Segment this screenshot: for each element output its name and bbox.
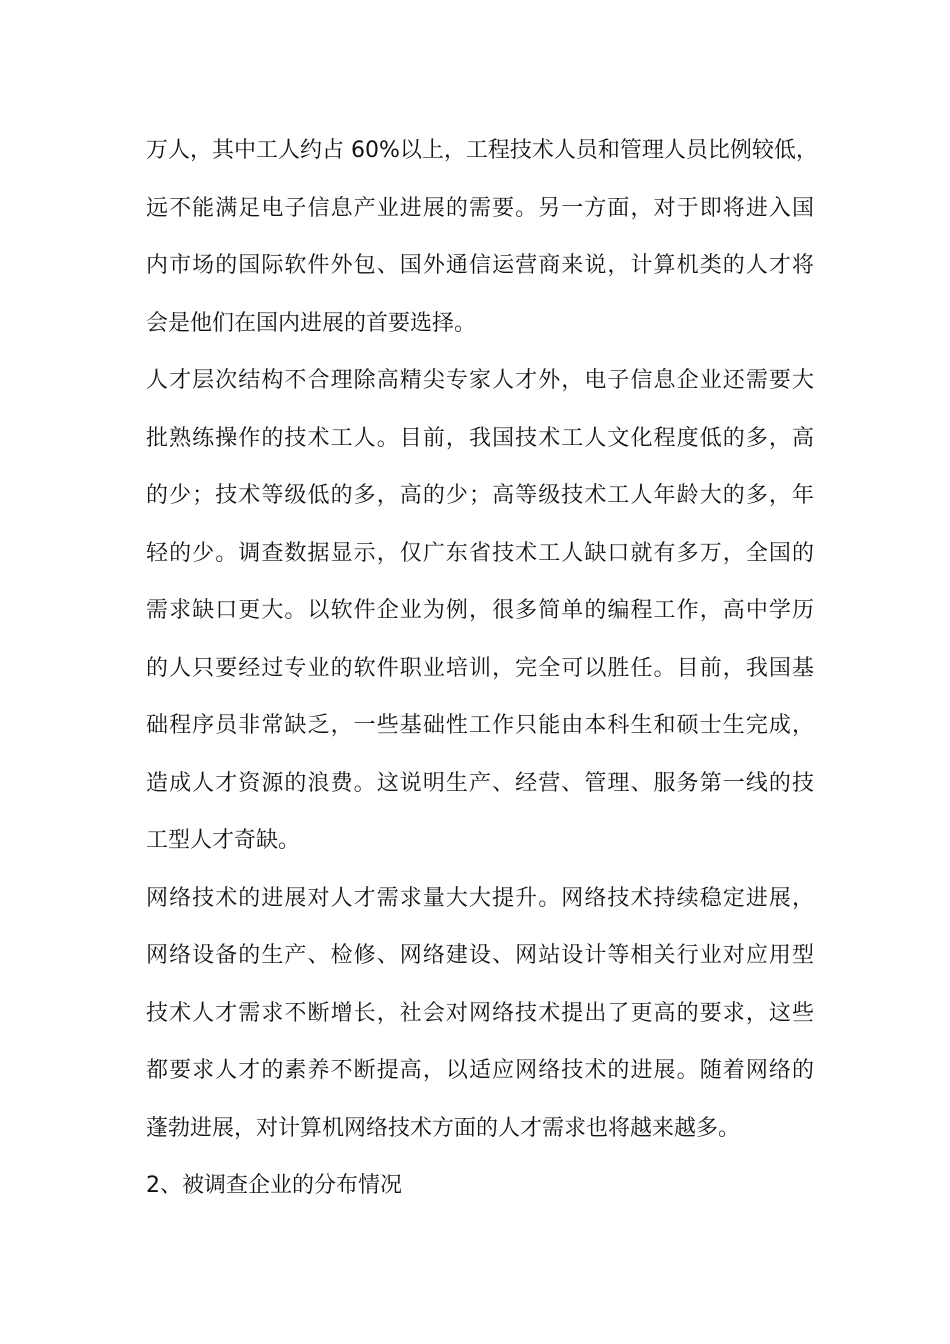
paragraph-line: 的人只要经过专业的软件职业培训，完全可以胜任。目前，我国基 xyxy=(146,655,814,681)
paragraph-line: 础程序员非常缺乏，一些基础性工作只能由本科生和硕士生完成， xyxy=(146,713,814,738)
paragraph-line: 人才层次结构不合理除高精尖专家人才外，电子信息企业还需要大 xyxy=(146,368,814,393)
paragraph-line: 内市场的国际软件外包、国外通信运营商来说，计算机类的人才将 xyxy=(146,253,814,278)
section-heading-text: 2、被调查企业的分布情况 xyxy=(146,1173,402,1198)
paragraph-talent-hierarchy xyxy=(146,352,814,870)
paragraph-line: 会是他们在国内进展的首要选择。 xyxy=(146,310,477,336)
section-heading xyxy=(146,1157,814,1215)
paragraph-line: 蓬勃进展，对计算机网络技术方面的人才需求也将越来越多。 xyxy=(146,1115,741,1141)
document-body xyxy=(146,122,818,1215)
paragraph-line: 网络设备的生产、检修、网络建设、网站设计等相关行业对应用型 xyxy=(146,943,814,968)
paragraph-line: 远不能满足电子信息产业进展的需要。另一方面，对于即将进入国 xyxy=(146,195,814,221)
paragraph-line: 网络技术的进展对人才需求量大大提升。网络技术持续稳定进展， xyxy=(146,885,814,911)
paragraph-workforce-structure xyxy=(146,122,818,352)
paragraph-line: 万人，其中工人约占 60%以上，工程技术人员和管理人员比例较低， xyxy=(146,138,818,163)
paragraph-line: 的少；技术等级低的多，高的少；高等级技术工人年龄大的多，年 xyxy=(146,483,814,508)
paragraph-line: 需求缺口更大。以软件企业为例，很多简单的编程工作，高中学历 xyxy=(146,598,814,623)
paragraph-line: 都要求人才的素养不断提高，以适应网络技术的进展。随着网络的 xyxy=(146,1058,814,1083)
paragraph-line: 批熟练操作的技术工人。目前，我国技术工人文化程度低的多，高 xyxy=(146,425,814,451)
paragraph-line: 造成人才资源的浪费。这说明生产、经营、管理、服务第一线的技 xyxy=(146,770,814,796)
paragraph-line: 工型人才奇缺。 xyxy=(146,828,301,853)
paragraph-line: 技术人才需求不断增长，社会对网络技术提出了更高的要求，这些 xyxy=(146,1000,814,1026)
paragraph-line: 轻的少。调查数据显示，仅广东省技术工人缺口就有多万，全国的 xyxy=(146,540,814,566)
paragraph-network-technology xyxy=(146,870,814,1158)
